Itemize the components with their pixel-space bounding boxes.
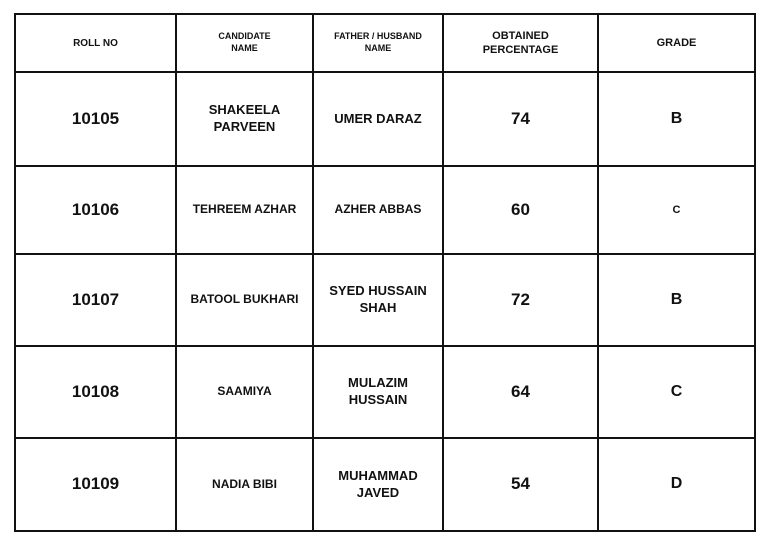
header-grade: GRADE: [598, 14, 755, 72]
table-row: [15, 346, 755, 438]
percentage-cell: 64: [443, 346, 598, 438]
father-name-cell: AZHER ABBAS: [313, 166, 443, 254]
grade-cell: C: [598, 346, 755, 438]
father-name-cell: MULAZIM HUSSAIN: [313, 346, 443, 438]
roll-no-cell: 10109: [15, 438, 176, 531]
roll-no-cell: 10105: [15, 72, 176, 166]
table-row: [15, 72, 755, 166]
percentage-cell: 72: [443, 254, 598, 346]
header-father-husband-name: FATHER / HUSBAND NAME: [313, 14, 443, 72]
grade-cell: B: [598, 254, 755, 346]
header-obtained-percentage: OBTAINED PERCENTAGE: [443, 14, 598, 72]
grade-cell: C: [598, 166, 755, 254]
candidate-name-cell: TEHREEM AZHAR: [176, 166, 313, 254]
percentage-cell: 74: [443, 72, 598, 166]
father-name-cell: SYED HUSSAIN SHAH: [313, 254, 443, 346]
table-row: [15, 166, 755, 254]
candidate-name-cell: BATOOL BUKHARI: [176, 254, 313, 346]
roll-no-cell: 10106: [15, 166, 176, 254]
table-row: [15, 438, 755, 531]
header-candidate-name: CANDIDATE NAME: [176, 14, 313, 72]
father-name-cell: MUHAMMAD JAVED: [313, 438, 443, 531]
grade-cell: D: [598, 438, 755, 531]
results-table: [14, 13, 756, 532]
grade-cell: B: [598, 72, 755, 166]
father-name-cell: UMER DARAZ: [313, 72, 443, 166]
candidate-name-cell: SHAKEELA PARVEEN: [176, 72, 313, 166]
table-row: [15, 254, 755, 346]
header-roll-no: ROLL NO: [15, 14, 176, 72]
table-header-row: [15, 14, 755, 72]
candidate-name-cell: SAAMIYA: [176, 346, 313, 438]
roll-no-cell: 10107: [15, 254, 176, 346]
candidate-name-cell: NADIA BIBI: [176, 438, 313, 531]
percentage-cell: 60: [443, 166, 598, 254]
percentage-cell: 54: [443, 438, 598, 531]
roll-no-cell: 10108: [15, 346, 176, 438]
